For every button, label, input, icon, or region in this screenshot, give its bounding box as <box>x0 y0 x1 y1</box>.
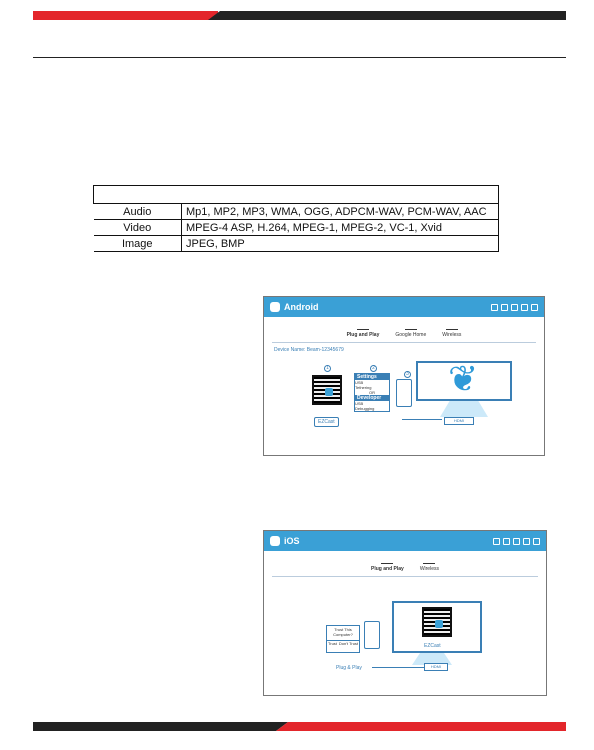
usb-cable <box>402 419 442 420</box>
footer-red-stripe <box>276 722 566 731</box>
qr-code <box>312 375 342 405</box>
format-list: JPEG, BMP <box>182 236 499 252</box>
hdmi-dongle: HDMI <box>444 417 474 425</box>
device-name: Device Name: Beam-12345679 <box>274 347 344 353</box>
tab-plug-and-play[interactable]: Plug and Play <box>347 323 380 338</box>
format-type: Image <box>94 236 182 252</box>
header-dark-stripe <box>208 11 566 20</box>
cable-icon <box>357 323 369 330</box>
ios-titlebar <box>264 531 546 551</box>
apple-icon <box>270 536 280 546</box>
wifi-icon <box>503 538 510 545</box>
tv-illustration <box>392 601 482 653</box>
table-row <box>94 220 499 236</box>
android-icon <box>270 302 280 312</box>
lightning-cable <box>372 667 424 668</box>
ezcast-label: EZCast <box>424 643 441 649</box>
android-tabs <box>264 317 544 338</box>
table-row <box>94 236 499 252</box>
battery-icon <box>533 538 540 545</box>
hdmi-dongle: HDMI <box>424 663 448 671</box>
android-titlebar <box>264 297 544 317</box>
supported-formats-table <box>93 185 499 252</box>
footer-dark-stripe <box>33 722 288 731</box>
cast-icon <box>513 538 520 545</box>
cast-icon <box>511 304 518 311</box>
android-title: Android <box>284 302 319 312</box>
tab-underline <box>272 576 538 577</box>
table-row <box>94 204 499 220</box>
cable-icon <box>381 557 393 564</box>
projection-beam <box>440 401 488 417</box>
step-number: 2 <box>370 365 377 372</box>
step-number: 3 <box>404 371 411 378</box>
plug-and-play-label: Plug & Play <box>336 665 362 671</box>
header-divider <box>33 57 566 58</box>
android-screenshot <box>263 296 545 456</box>
settings-panel: Settings USB Tethering OR Developer USB Debugging <box>354 373 390 412</box>
header-red-stripe <box>33 11 218 20</box>
format-list: MPEG-4 ASP, H.264, MPEG-1, MPEG-2, VC-1, Xvid <box>182 220 499 236</box>
tab-wireless[interactable]: Wireless <box>442 323 461 338</box>
trust-button[interactable]: Trust <box>327 641 337 646</box>
tab-plug-and-play[interactable]: Plug and Play <box>371 557 404 572</box>
ios-title: iOS <box>284 536 300 546</box>
edit-icon <box>523 538 530 545</box>
tab-google-home[interactable]: Google Home <box>395 323 426 338</box>
iphone-illustration <box>364 621 380 649</box>
edit-icon <box>521 304 528 311</box>
battery-icon <box>531 304 538 311</box>
butterfly-logo: ❦ <box>448 358 479 399</box>
ezcast-button[interactable]: EZCast <box>314 417 339 427</box>
table-header-row <box>94 186 499 204</box>
dont-trust-button[interactable]: Don't Trust <box>338 641 359 646</box>
phone-illustration <box>396 379 412 407</box>
format-list: Mp1, MP2, MP3, WMA, OGG, ADPCM-WAV, PCM-WAV, AAC <box>182 204 499 220</box>
settings-icon <box>493 538 500 545</box>
step-number: 1 <box>324 365 331 372</box>
wifi-icon <box>501 304 508 311</box>
format-type: Audio <box>94 204 182 220</box>
ios-tabs <box>264 551 546 572</box>
settings-icon <box>491 304 498 311</box>
qr-code <box>422 607 452 637</box>
trust-dialog: Trust This Computer? Trust Don't Trust <box>326 625 360 653</box>
ios-screenshot <box>263 530 547 696</box>
tab-wireless[interactable]: Wireless <box>420 557 439 572</box>
format-type: Video <box>94 220 182 236</box>
wireless-icon <box>423 557 435 564</box>
home-icon <box>405 323 417 330</box>
wireless-icon <box>446 323 458 330</box>
tv-illustration <box>416 358 512 401</box>
